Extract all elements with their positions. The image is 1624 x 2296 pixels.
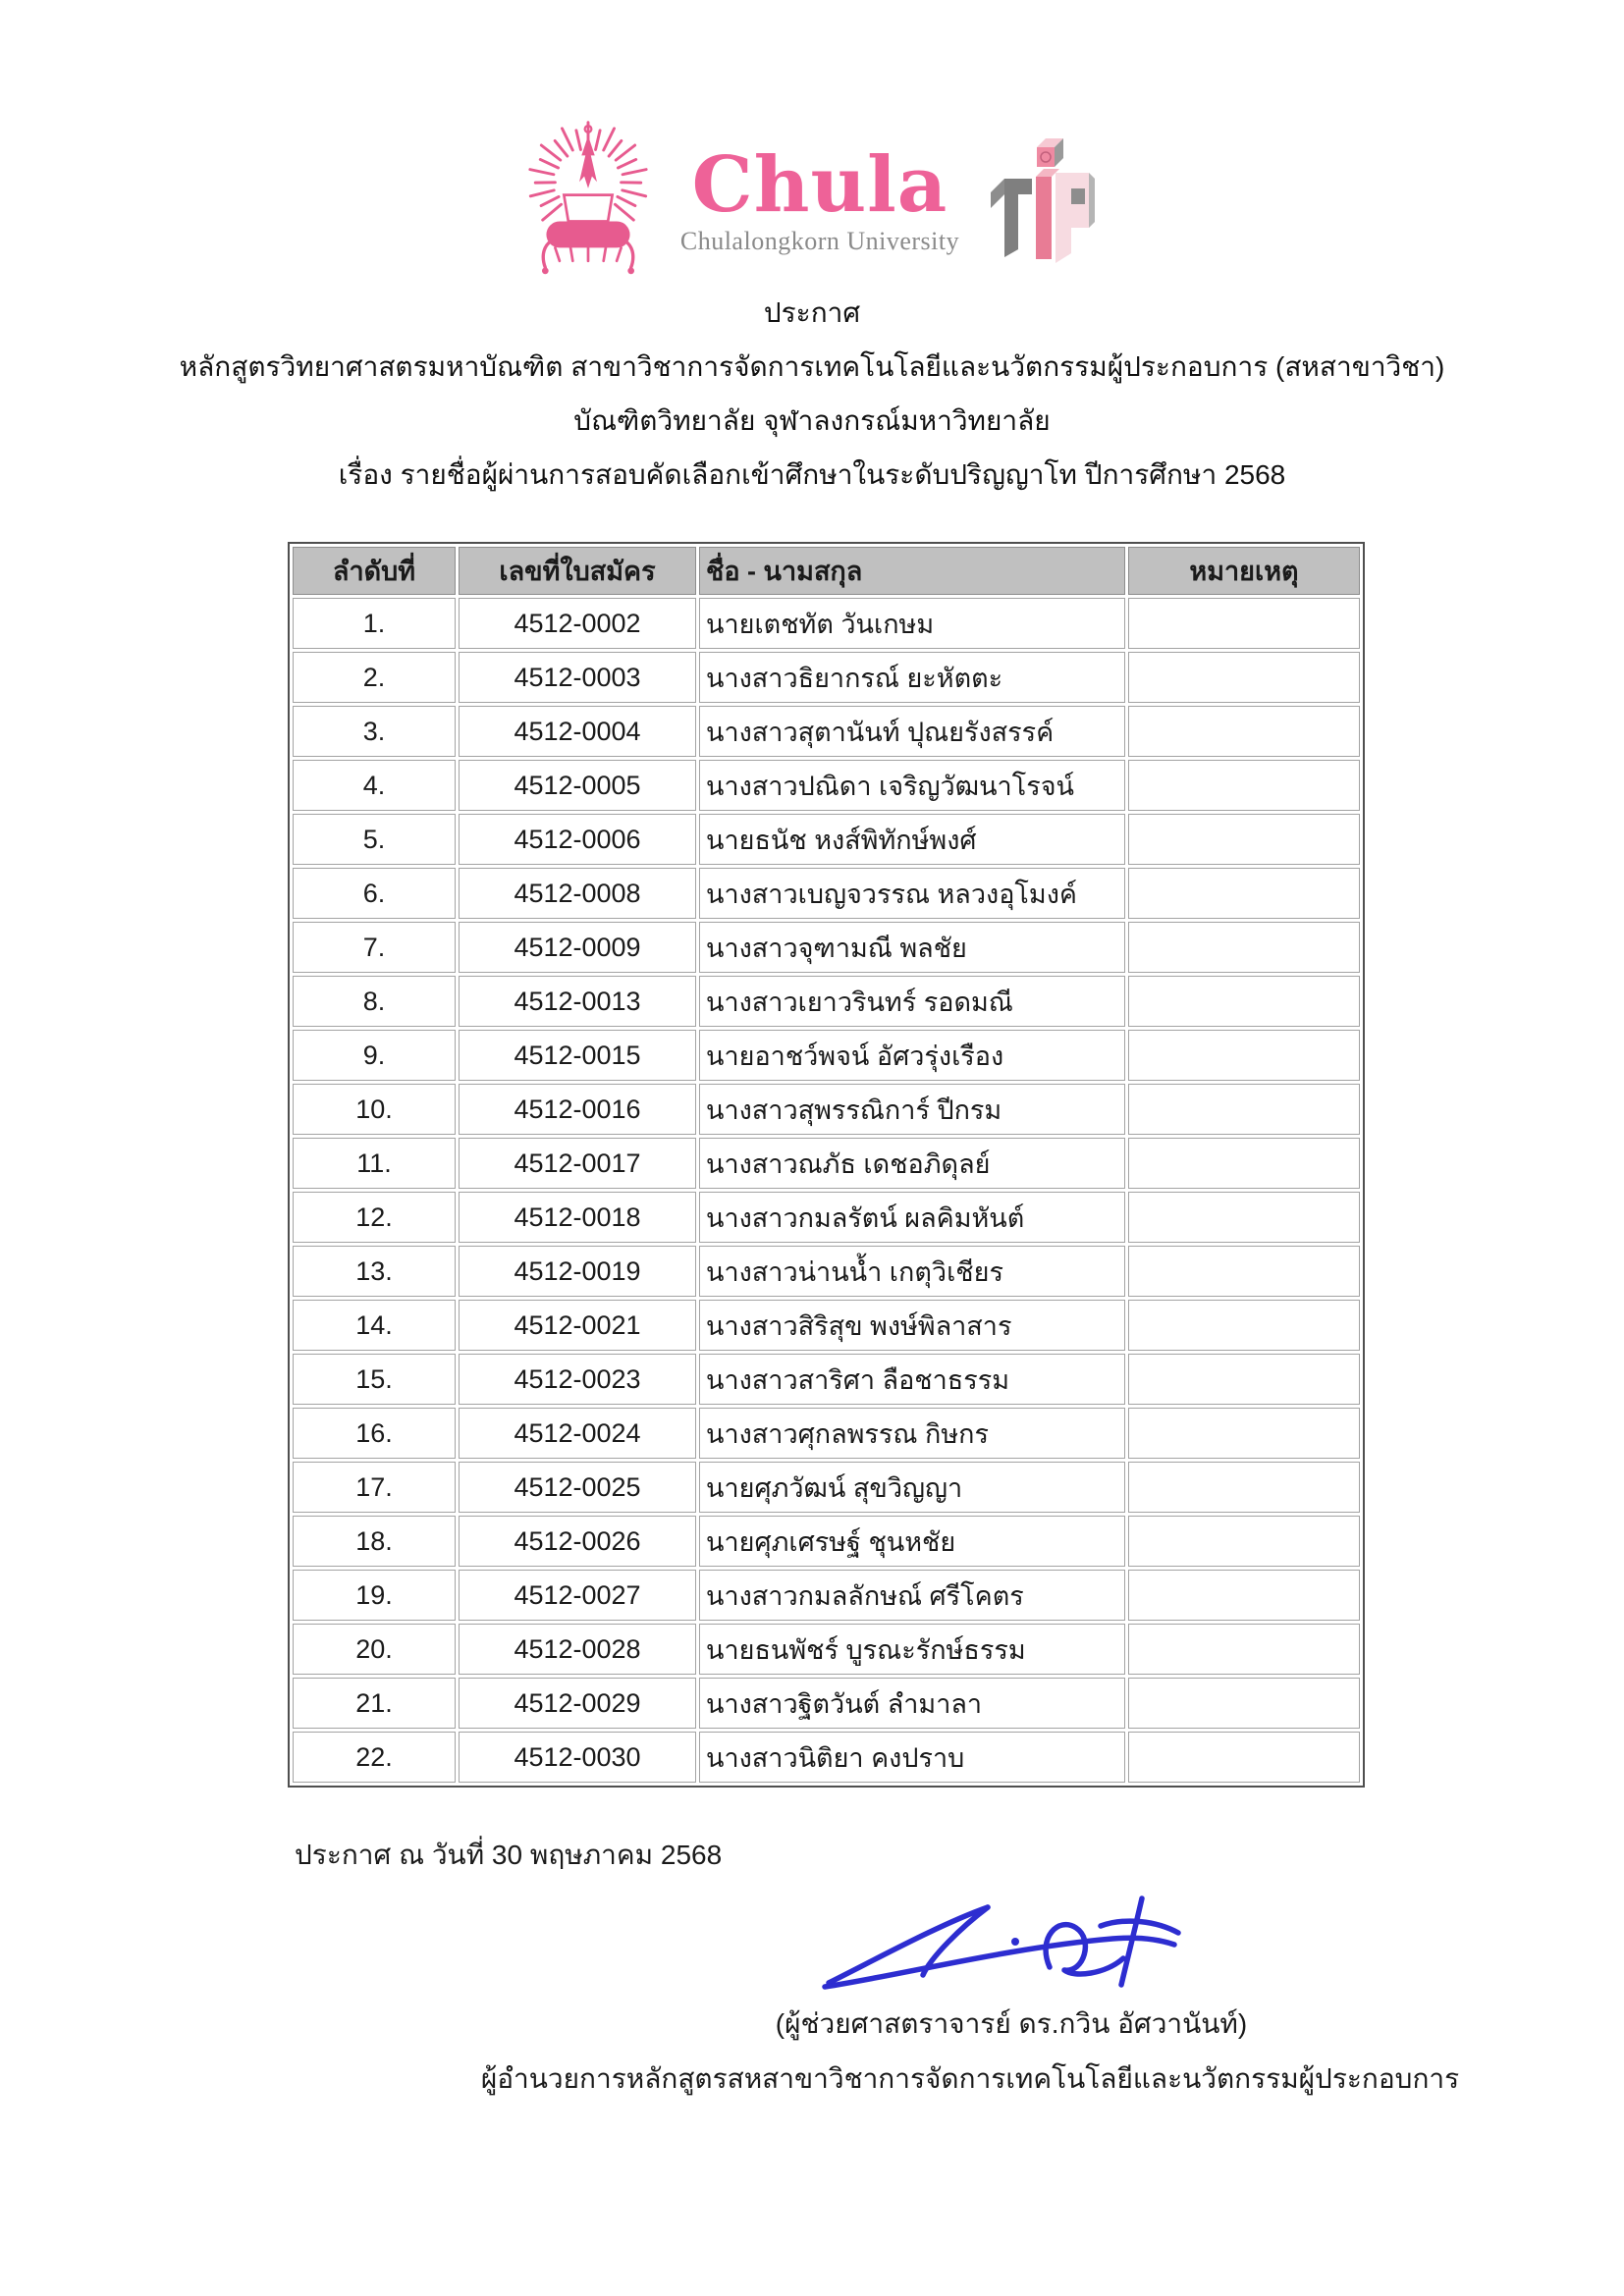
cell-remark bbox=[1128, 1354, 1360, 1405]
cell-remark bbox=[1128, 1462, 1360, 1513]
announcement-title: ประกาศ bbox=[763, 297, 861, 328]
cell-name: นางสาวเบญจวรรณ หลวงอุโมงค์ bbox=[699, 868, 1125, 919]
cell-name: นางสาวธิยากรณ์ ยะหัตตะ bbox=[699, 652, 1125, 703]
cell-no: 1. bbox=[293, 598, 456, 649]
cell-remark bbox=[1128, 1408, 1360, 1459]
table-row bbox=[293, 1408, 1360, 1459]
cell-remark bbox=[1128, 1084, 1360, 1135]
cell-no: 20. bbox=[293, 1624, 456, 1675]
column-header: เลขที่ใบสมัคร bbox=[459, 547, 696, 595]
table-row bbox=[293, 598, 1360, 649]
cell-no: 15. bbox=[293, 1354, 456, 1405]
cell-remark bbox=[1128, 1624, 1360, 1675]
cell-no: 2. bbox=[293, 652, 456, 703]
cell-remark bbox=[1128, 1570, 1360, 1621]
table-row bbox=[293, 922, 1360, 973]
cell-remark bbox=[1128, 922, 1360, 973]
cell-name: นางสาวกมลลักษณ์ ศรีโคตร bbox=[699, 1570, 1125, 1621]
cell-app_no: 4512-0015 bbox=[459, 1030, 696, 1081]
wordmark-box bbox=[679, 139, 960, 256]
cell-no: 14. bbox=[293, 1300, 456, 1351]
cell-name: นายเตชทัต วันเกษม bbox=[699, 598, 1125, 649]
cell-remark bbox=[1128, 1300, 1360, 1351]
chula-wordmark: Chula bbox=[691, 139, 948, 230]
cell-remark bbox=[1128, 1030, 1360, 1081]
signer-name: (ผู้ช่วยศาสตราจารย์ ดร.กวิน อัศวานันท์) bbox=[775, 2008, 1248, 2039]
table-row bbox=[293, 1678, 1360, 1729]
cell-name: นายธนัช หงส์พิทักษ์พงศ์ bbox=[699, 814, 1125, 865]
cell-remark bbox=[1128, 814, 1360, 865]
cell-app_no: 4512-0023 bbox=[459, 1354, 696, 1405]
program-line: หลักสูตรวิทยาศาสตรมหาบัณฑิต สาขาวิชาการจัดการเทคโนโลยีและนวัตกรรมผู้ประกอบการ (สหสาขาวิชา) bbox=[179, 351, 1445, 382]
faculty-line: บัณฑิตวิทยาลัย จุฬาลงกรณ์มหาวิทยาลัย bbox=[573, 405, 1051, 436]
cell-name: นางสาวสิริสุข พงษ์พิลาสาร bbox=[699, 1300, 1125, 1351]
cell-app_no: 4512-0004 bbox=[459, 706, 696, 757]
cell-name: นางสาวเยาวรินทร์ รอดมณี bbox=[699, 976, 1125, 1027]
cell-app_no: 4512-0029 bbox=[459, 1678, 696, 1729]
table-row bbox=[293, 1732, 1360, 1783]
column-header: ลำดับที่ bbox=[293, 547, 456, 595]
cell-name: นางสาวน่านน้ำ เกตุวิเชียร bbox=[699, 1246, 1125, 1297]
table-row bbox=[293, 652, 1360, 703]
university-name: Chulalongkorn University bbox=[679, 226, 960, 255]
cell-name: นางสาวนิติยา คงปราบ bbox=[699, 1732, 1125, 1783]
announce-date-line: ประกาศ ณ วันที่ 30 พฤษภาคม 2568 bbox=[295, 1840, 723, 1870]
cell-no: 21. bbox=[293, 1678, 456, 1729]
cell-name: นางสาวกมลรัตน์ ผลคิมหันต์ bbox=[699, 1192, 1125, 1243]
cell-app_no: 4512-0024 bbox=[459, 1408, 696, 1459]
signature-icon bbox=[811, 1887, 1196, 2002]
cell-no: 3. bbox=[293, 706, 456, 757]
cell-no: 10. bbox=[293, 1084, 456, 1135]
column-header: ชื่อ - นามสกุล bbox=[699, 547, 1125, 595]
cell-name: นายศุภเศรษฐ์ ชุนหชัย bbox=[699, 1516, 1125, 1567]
cell-no: 19. bbox=[293, 1570, 456, 1621]
cell-app_no: 4512-0025 bbox=[459, 1462, 696, 1513]
cell-app_no: 4512-0027 bbox=[459, 1570, 696, 1621]
cell-remark bbox=[1128, 652, 1360, 703]
cell-app_no: 4512-0019 bbox=[459, 1246, 696, 1297]
cell-remark bbox=[1128, 1246, 1360, 1297]
cell-app_no: 4512-0028 bbox=[459, 1624, 696, 1675]
cell-name: นางสาวณภัธ เดชอภิดุลย์ bbox=[699, 1138, 1125, 1189]
cell-no: 11. bbox=[293, 1138, 456, 1189]
cell-remark bbox=[1128, 1678, 1360, 1729]
table-row bbox=[293, 1084, 1360, 1135]
table-row bbox=[293, 760, 1360, 811]
cell-name: นายอาชว์พจน์ อัศวรุ่งเรือง bbox=[699, 1030, 1125, 1081]
cell-no: 18. bbox=[293, 1516, 456, 1567]
cell-no: 16. bbox=[293, 1408, 456, 1459]
cell-remark bbox=[1128, 1516, 1360, 1567]
cell-app_no: 4512-0006 bbox=[459, 814, 696, 865]
cell-app_no: 4512-0017 bbox=[459, 1138, 696, 1189]
table-row bbox=[293, 1462, 1360, 1513]
table-row bbox=[293, 1516, 1360, 1567]
signer-title: ผู้อำนวยการหลักสูตรสหสาขาวิชาการจัดการเทคโนโลยีและนวัตกรรมผู้ประกอบการ bbox=[480, 2063, 1460, 2094]
cell-name: นางสาวจุฑามณี พลชัย bbox=[699, 922, 1125, 973]
table-row bbox=[293, 976, 1360, 1027]
results-table-body bbox=[293, 598, 1360, 1783]
chula-emblem-icon bbox=[521, 116, 655, 286]
cell-remark bbox=[1128, 1732, 1360, 1783]
table-row bbox=[293, 1570, 1360, 1621]
cell-app_no: 4512-0030 bbox=[459, 1732, 696, 1783]
cell-app_no: 4512-0005 bbox=[459, 760, 696, 811]
table-row bbox=[293, 1138, 1360, 1189]
cell-remark bbox=[1128, 1138, 1360, 1189]
cell-name: นางสาวปณิดา เจริญวัฒนาโรจน์ bbox=[699, 760, 1125, 811]
table-row bbox=[293, 706, 1360, 757]
table-row bbox=[293, 1246, 1360, 1297]
cell-remark bbox=[1128, 868, 1360, 919]
cell-app_no: 4512-0003 bbox=[459, 652, 696, 703]
cell-no: 9. bbox=[293, 1030, 456, 1081]
cell-app_no: 4512-0018 bbox=[459, 1192, 696, 1243]
cell-remark bbox=[1128, 598, 1360, 649]
cell-app_no: 4512-0013 bbox=[459, 976, 696, 1027]
cell-app_no: 4512-0026 bbox=[459, 1516, 696, 1567]
table-row bbox=[293, 1624, 1360, 1675]
cell-app_no: 4512-0009 bbox=[459, 922, 696, 973]
cell-no: 13. bbox=[293, 1246, 456, 1297]
cell-name: นางสาวสุตานันท์ ปุณยรังสรรค์ bbox=[699, 706, 1125, 757]
cell-app_no: 4512-0008 bbox=[459, 868, 696, 919]
cell-remark bbox=[1128, 706, 1360, 757]
cell-app_no: 4512-0002 bbox=[459, 598, 696, 649]
cell-name: นายธนพัชร์ บูรณะรักษ์ธรรม bbox=[699, 1624, 1125, 1675]
table-row bbox=[293, 868, 1360, 919]
cell-name: นางสาวศุกลพรรณ กิษกร bbox=[699, 1408, 1125, 1459]
tip-logo-icon bbox=[985, 119, 1103, 283]
logo-row bbox=[0, 116, 1624, 286]
cell-no: 12. bbox=[293, 1192, 456, 1243]
cell-no: 6. bbox=[293, 868, 456, 919]
table-row bbox=[293, 1192, 1360, 1243]
cell-remark bbox=[1128, 1192, 1360, 1243]
cell-name: นายศุภวัฒน์ สุขวิญญา bbox=[699, 1462, 1125, 1513]
cell-no: 22. bbox=[293, 1732, 456, 1783]
table-row bbox=[293, 1354, 1360, 1405]
cell-no: 4. bbox=[293, 760, 456, 811]
column-header: หมายเหตุ bbox=[1128, 547, 1360, 595]
cell-name: นางสาวสุพรรณิการ์ ปีกรม bbox=[699, 1084, 1125, 1135]
subject-line: เรื่อง รายชื่อผู้ผ่านการสอบคัดเลือกเข้าศึกษาในระดับปริญญาโท ปีการศึกษา 2568 bbox=[338, 459, 1286, 490]
cell-name: นางสาวฐิตวันต์ ลำมาลา bbox=[699, 1678, 1125, 1729]
cell-app_no: 4512-0021 bbox=[459, 1300, 696, 1351]
cell-no: 7. bbox=[293, 922, 456, 973]
table-row bbox=[293, 1030, 1360, 1081]
cell-remark bbox=[1128, 976, 1360, 1027]
cell-app_no: 4512-0016 bbox=[459, 1084, 696, 1135]
cell-remark bbox=[1128, 760, 1360, 811]
table-row bbox=[293, 814, 1360, 865]
table-row bbox=[293, 1300, 1360, 1351]
admission-results-table bbox=[288, 542, 1365, 1788]
cell-no: 8. bbox=[293, 976, 456, 1027]
cell-name: นางสาวสาริศา ลือชาธรรม bbox=[699, 1354, 1125, 1405]
cell-no: 5. bbox=[293, 814, 456, 865]
table-header-row bbox=[293, 547, 1360, 595]
cell-no: 17. bbox=[293, 1462, 456, 1513]
